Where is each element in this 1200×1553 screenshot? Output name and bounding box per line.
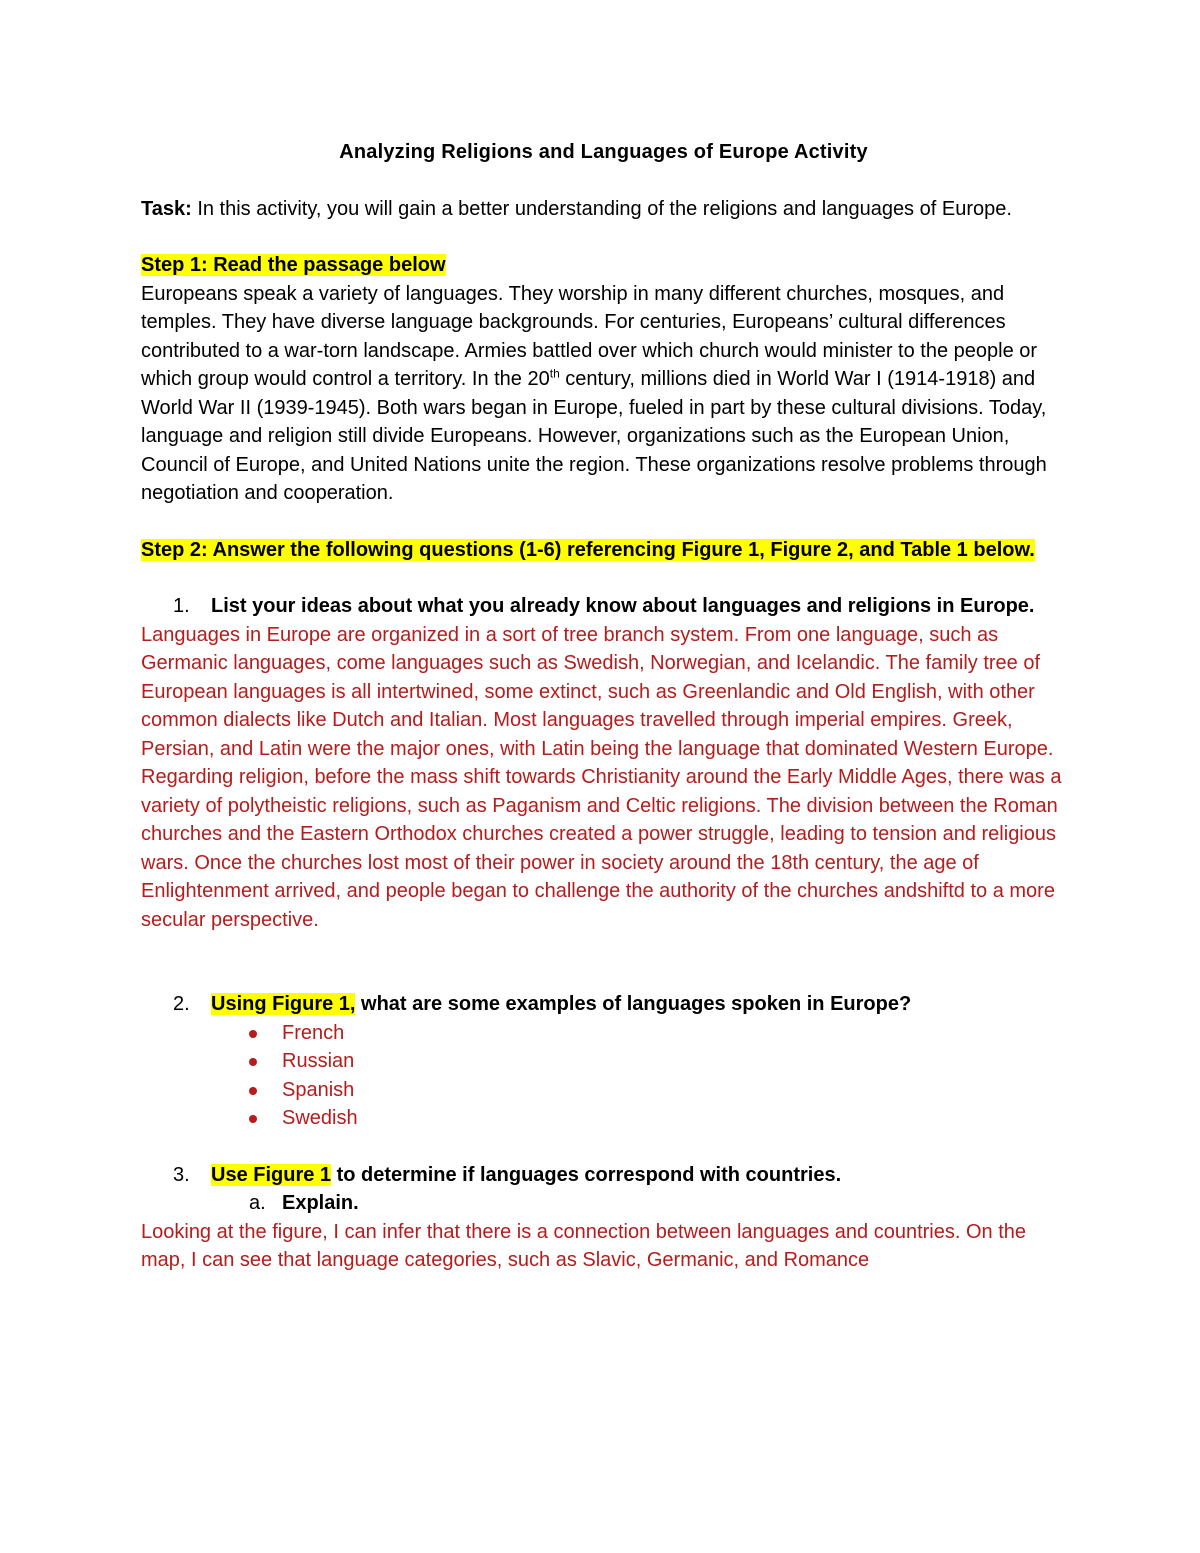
passage-part2: century, millions died in World War I (1914-1918) and World War II (1939-1945). Both wars began in Europe, fueled in part by these cultural divisions. Today, language and religion still divide Europeans. However, organizations such as the European Union, Council of Europe, and United Nations unite the region. These organizations resolve problems through negotiation and cooperation. [141, 368, 1047, 504]
question-highlight: Using Figure 1, [211, 993, 356, 1015]
list-item: Russian [249, 1047, 1066, 1076]
document-page [141, 138, 1066, 1275]
sub-letter: a. [249, 1192, 266, 1214]
step1-passage [141, 280, 1066, 508]
task-paragraph [141, 195, 1066, 224]
list-item: Swedish [249, 1104, 1066, 1133]
answer-3: Looking at the figure, I can infer that there is a connection between languages and countries. On the map, I can see that language categories, such as Slavic, Germanic, and Romance [141, 1220, 1027, 1271]
question-number: 1. [173, 595, 190, 617]
question-3a [249, 1189, 1066, 1218]
spacer [141, 1133, 1066, 1161]
question-text-rest: to determine if languages correspond with countries. [331, 1163, 842, 1186]
question-text [211, 990, 1066, 1019]
task-label: Task: [141, 197, 192, 220]
step2-heading-text: Step 2: Answer the following questions (1-6) referencing Figure 1, Figure 2, and Table 1 below. [141, 538, 1035, 561]
document-title: Analyzing Religions and Languages of Europe Activity [339, 141, 868, 163]
question-number: 3. [173, 1163, 190, 1186]
spacer [141, 934, 1066, 990]
question-number: 2. [173, 993, 190, 1015]
question-text: List your ideas about what you already know about languages and religions in Europe. [211, 595, 1035, 617]
list-item: Spanish [249, 1076, 1066, 1105]
question-3 [173, 1161, 1066, 1190]
sub-text: Explain. [282, 1192, 359, 1214]
spacer [141, 508, 1066, 536]
spacer [141, 564, 1066, 592]
list-item: French [249, 1019, 1066, 1048]
question-text [211, 1161, 1066, 1190]
passage-part1: Europeans speak a variety of languages. They worship in many different churches, mosques, and temples. They have diverse language backgrounds. For centuries, Europeans’ cultural differences contributed to a war-torn landscape. Armies battled over which church would minister to the people or which group would control a territory. In the 20 [141, 282, 1038, 390]
answer-1: Languages in Europe are organized in a sort of tree branch system. From one language, such as Germanic languages, come languages such as Swedish, Norwegian, and Icelandic. The family tree of European languages is all intertwined, some extinct, such as Greenlandic and Old English, with other common dialects like Dutch and Italian. Most languages travelled through imperial empires. Greek, Persian, and Latin were the major ones, with Latin being the language that dominated Western Europe. Regarding religion, before the mass shift towards Christianity around the Early Middle Ages, there was a variety of polytheistic religions, such as Paganism and Celtic religions. The division between the Roman churches and the Eastern Orthodox churches created a power struggle, leading to tension and religious wars. Once the churches lost most of their power in society around the 18th century, the age of Enlightenment arrived, and people began to challenge the authority of the churches andshiftd to a more secular perspective. [141, 623, 1062, 931]
step2-heading [141, 536, 1066, 565]
step1-heading [141, 251, 1066, 280]
passage-superscript: th [549, 366, 560, 381]
question-1 [173, 592, 1066, 621]
task-text: In this activity, you will gain a better understanding of the religions and languages of Europe. [191, 197, 1012, 220]
question-text-rest: what are some examples of languages spoken in Europe? [355, 993, 912, 1015]
answer-2-list [141, 1019, 1066, 1133]
question-2 [173, 990, 1066, 1019]
step1-heading-text: Step 1: Read the passage below [141, 254, 446, 276]
question-highlight: Use Figure 1 [211, 1163, 332, 1186]
